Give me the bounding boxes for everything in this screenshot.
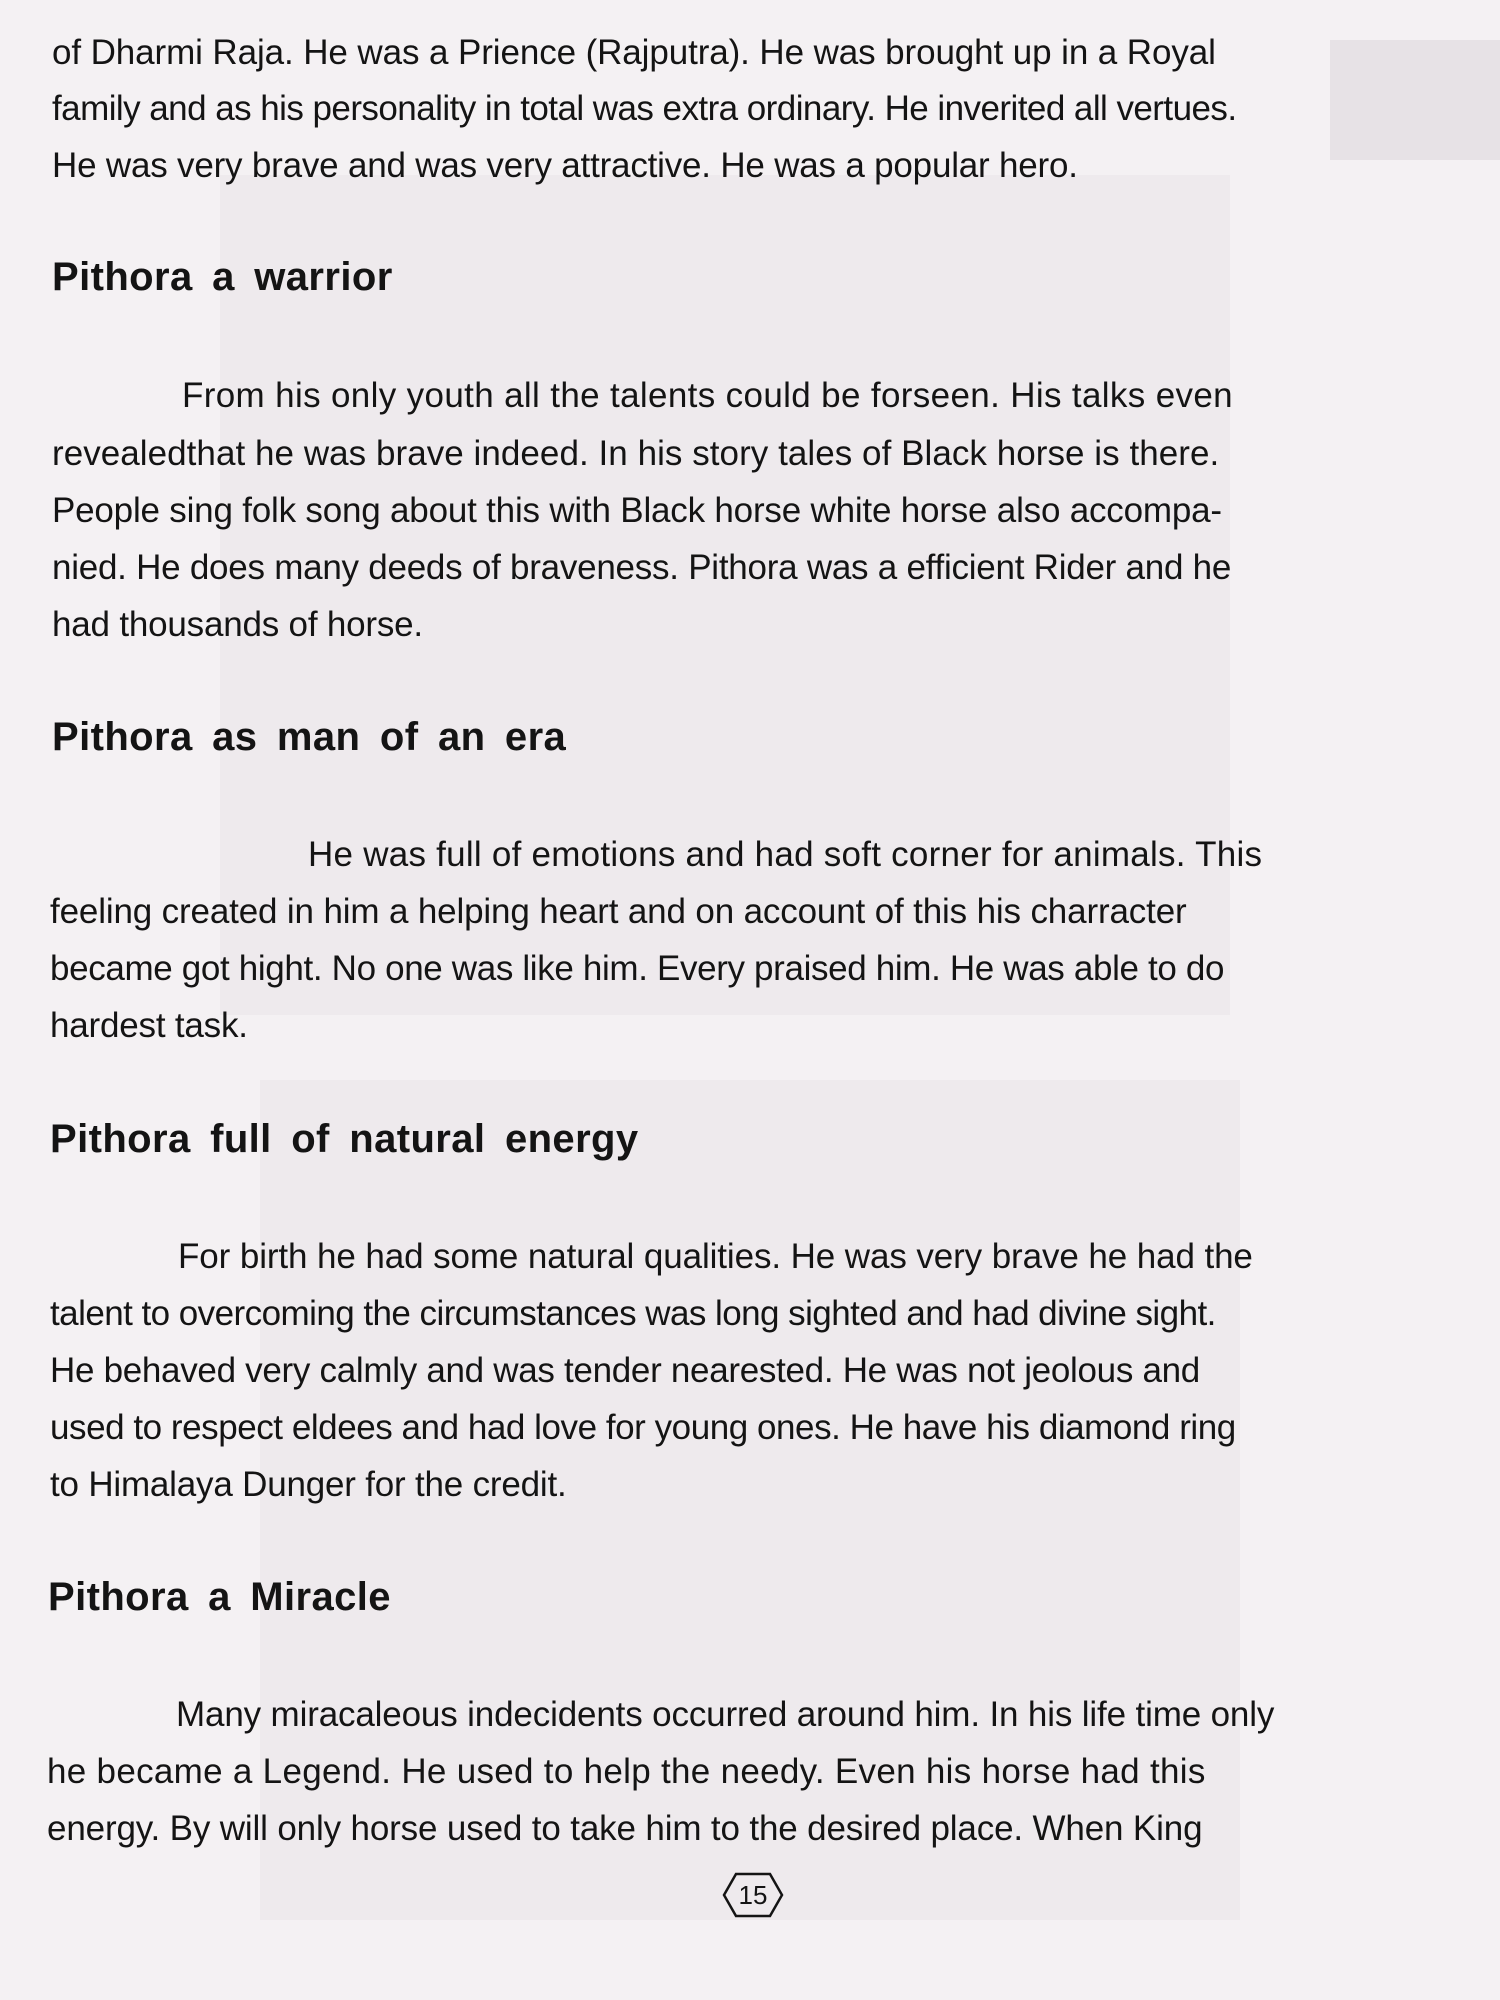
paragraph-line: had thousands of horse. bbox=[52, 605, 423, 644]
paragraph-line: He was full of emotions and had soft corner for animals. This bbox=[308, 835, 1263, 874]
section-heading-energy: Pithora full of natural energy bbox=[50, 1117, 639, 1161]
paragraph-line: of Dharmi Raja. He was a Prience (Rajputra). He was brought up in a Royal bbox=[52, 33, 1216, 72]
section-heading-warrior: Pithora a warrior bbox=[52, 255, 393, 299]
paragraph-line: From his only youth all the talents could be forseen. His talks even bbox=[182, 376, 1233, 415]
paragraph-line: He behaved very calmly and was tender nearested. He was not jeolous and bbox=[50, 1351, 1200, 1390]
section-heading-miracle: Pithora a Miracle bbox=[48, 1575, 391, 1619]
page-number-badge bbox=[722, 1872, 784, 1918]
paragraph-line: For birth he had some natural qualities. He was very brave he had the bbox=[178, 1237, 1253, 1276]
paragraph-line: nied. He does many deeds of braveness. Pithora was a efficient Rider and he bbox=[52, 548, 1232, 587]
paragraph-line: People sing folk song about this with Black horse white horse also accompa- bbox=[52, 491, 1222, 530]
section-heading-era: Pithora as man of an era bbox=[52, 715, 567, 759]
paragraph-line: family and as his personality in total was extra ordinary. He inverited all vertues. bbox=[52, 89, 1237, 128]
paragraph-line: He was very brave and was very attractive. He was a popular hero. bbox=[52, 146, 1078, 185]
paragraph-line: used to respect eldees and had love for young ones. He have his diamond ring bbox=[50, 1408, 1236, 1447]
page-number: 15 bbox=[738, 1880, 768, 1910]
paragraph-line: hardest task. bbox=[50, 1006, 248, 1045]
paragraph-line: to Himalaya Dunger for the credit. bbox=[50, 1465, 567, 1504]
paragraph-line: feeling created in him a helping heart and on account of this his charracter bbox=[50, 892, 1187, 931]
paragraph-line: energy. By will only horse used to take him to the desired place. When King bbox=[47, 1809, 1203, 1848]
paragraph-line: became got hight. No one was like him. Every praised him. He was able to do bbox=[50, 949, 1225, 988]
paragraph-line: talent to overcoming the circumstances was long sighted and had divine sight. bbox=[50, 1294, 1216, 1333]
paragraph-line: revealedthat he was brave indeed. In his story tales of Black horse is there. bbox=[52, 434, 1220, 473]
paragraph-line: Many miracaleous indecidents occurred around him. In his life time only bbox=[176, 1695, 1275, 1734]
paragraph-line: he became a Legend. He used to help the needy. Even his horse had this bbox=[47, 1752, 1206, 1791]
